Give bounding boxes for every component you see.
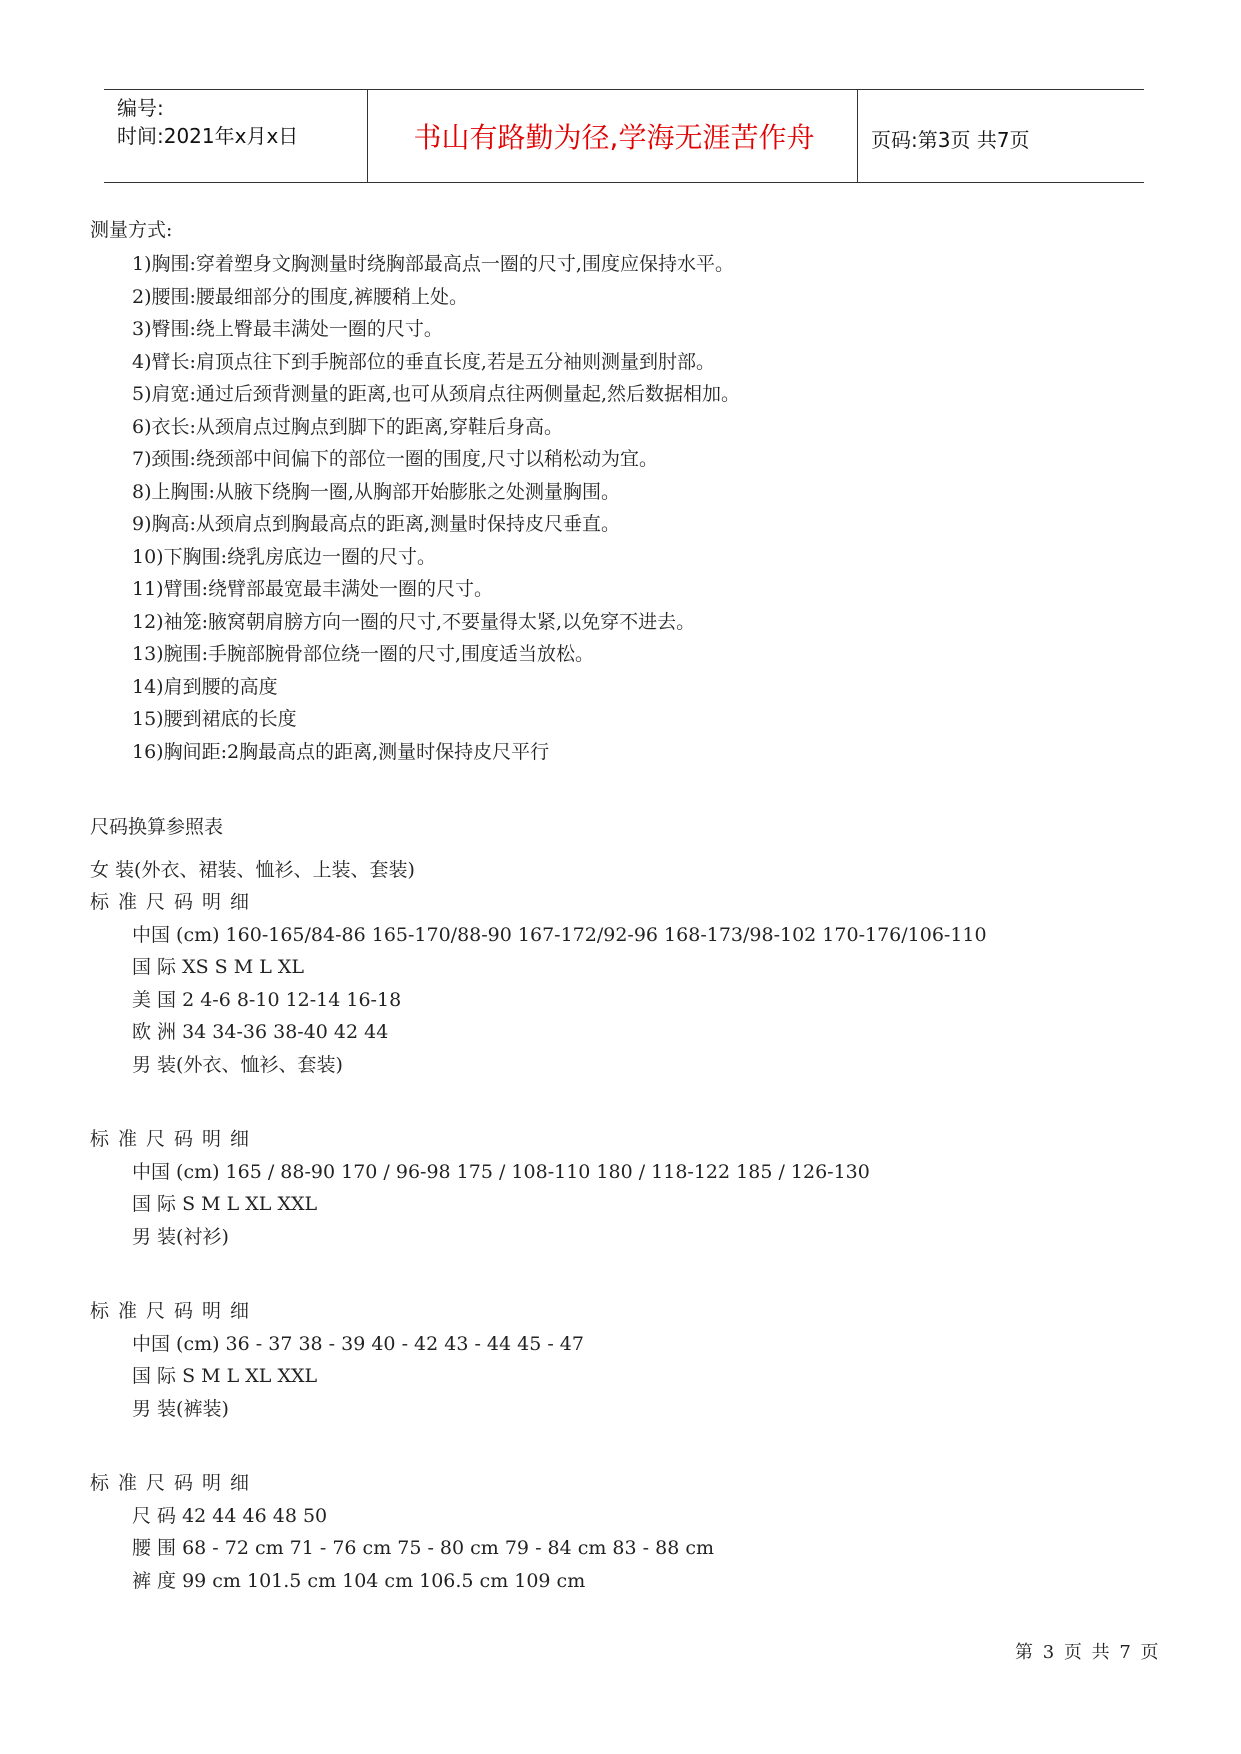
pants-size-row: 尺 码 42 44 46 48 50 xyxy=(132,1505,328,1527)
std-size-heading: 标准尺码明细 xyxy=(90,1472,259,1494)
doc-time-label: 时间:2021年x月x日 xyxy=(117,124,299,148)
measure-item: 8)上胸围:从腋下绕胸一圈,从胸部开始膨胀之处测量胸围。 xyxy=(132,481,620,503)
men-shirt-china-sizes: 中国 (cm) 36 - 37 38 - 39 40 - 42 43 - 44 45 - 47 xyxy=(132,1333,584,1355)
measure-item: 12)袖笼:腋窝朝肩膀方向一圈的尺寸,不要量得太紧,以免穿不进去。 xyxy=(132,611,696,633)
measure-item: 14)肩到腰的高度 xyxy=(132,676,278,698)
measure-item: 1)胸围:穿着塑身文胸测量时绕胸部最高点一圈的尺寸,围度应保持水平。 xyxy=(132,253,734,275)
women-intl-sizes: 国 际 XS S M L XL xyxy=(132,956,305,978)
measure-item: 16)胸间距:2胸最高点的距离,测量时保持皮尺平行 xyxy=(132,741,550,763)
measure-item: 7)颈围:绕颈部中间偏下的部位一圈的围度,尺寸以稍松动为宜。 xyxy=(132,448,658,470)
women-eu-sizes: 欧 洲 34 34-36 38-40 42 44 xyxy=(132,1021,389,1043)
measure-item: 5)肩宽:通过后颈背测量的距离,也可从颈肩点往两侧量起,然后数据相加。 xyxy=(132,383,740,405)
page-code: 页码:第3页 共7页 xyxy=(871,128,1030,152)
std-size-heading: 标准尺码明细 xyxy=(90,1300,259,1322)
size-table-title: 尺码换算参照表 xyxy=(90,816,224,838)
pants-length-row: 裤 度 99 cm 101.5 cm 104 cm 106.5 cm 109 cm xyxy=(132,1570,586,1592)
men-shirt-heading: 男 装(衬衫) xyxy=(132,1226,229,1248)
men-outer-heading: 男 装(外衣、恤衫、套装) xyxy=(132,1054,343,1076)
measure-item: 9)胸高:从颈肩点到胸最高点的距离,测量时保持皮尺垂直。 xyxy=(132,513,620,535)
header-bottom-rule xyxy=(104,182,1144,183)
header-divider-left xyxy=(367,89,368,183)
pants-waist-row: 腰 围 68 - 72 cm 71 - 76 cm 75 - 80 cm 79 - 84 cm 83 - 88 cm xyxy=(132,1537,714,1559)
measure-item: 10)下胸围:绕乳房底边一圈的尺寸。 xyxy=(132,546,436,568)
std-size-heading: 标准尺码明细 xyxy=(90,1128,259,1150)
women-us-sizes: 美 国 2 4-6 8-10 12-14 16-18 xyxy=(132,989,402,1011)
measure-item: 6)衣长:从颈肩点过胸点到脚下的距离,穿鞋后身高。 xyxy=(132,416,563,438)
men-outer-intl-sizes: 国 际 S M L XL XXL xyxy=(132,1193,318,1215)
men-pants-heading: 男 装(裤装) xyxy=(132,1398,229,1420)
women-china-sizes: 中国 (cm) 160-165/84-86 165-170/88-90 167-172/92-96 168-173/98-102 170-176/106-110 xyxy=(132,924,987,946)
men-outer-china-sizes: 中国 (cm) 165 / 88-90 170 / 96-98 175 / 108-110 180 / 118-122 185 / 126-130 xyxy=(132,1161,870,1183)
doc-number-label: 编号: xyxy=(117,96,164,120)
measure-item: 15)腰到裙底的长度 xyxy=(132,708,297,730)
measure-item: 11)臂围:绕臂部最宽最丰满处一圈的尺寸。 xyxy=(132,578,493,600)
men-shirt-intl-sizes: 国 际 S M L XL XXL xyxy=(132,1365,318,1387)
women-heading: 女 装(外衣、裙装、恤衫、上装、套装) xyxy=(90,859,415,881)
measure-item: 2)腰围:腰最细部分的围度,裤腰稍上处。 xyxy=(132,286,468,308)
header-top-rule xyxy=(104,89,1144,90)
measure-item: 13)腕围:手腕部腕骨部位绕一圈的尺寸,围度适当放松。 xyxy=(132,643,595,665)
std-size-heading: 标准尺码明细 xyxy=(90,891,259,913)
header-motto: 书山有路勤为径,学海无涯苦作舟 xyxy=(413,121,815,154)
page-footer: 第 3 页 共 7 页 xyxy=(1015,1642,1159,1663)
measure-title: 测量方式: xyxy=(90,219,173,241)
measure-item: 4)臂长:肩顶点往下到手腕部位的垂直长度,若是五分袖则测量到肘部。 xyxy=(132,351,715,373)
measure-item: 3)臀围:绕上臀最丰满处一圈的尺寸。 xyxy=(132,318,443,340)
